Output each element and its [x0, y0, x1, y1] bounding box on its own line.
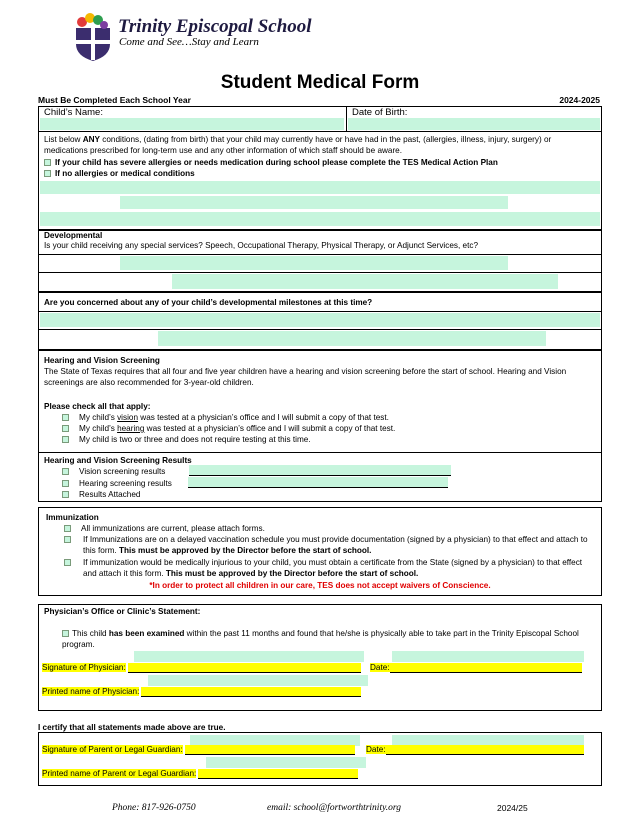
physician-heading: Physician’s Office or Clinic’s Statement:	[44, 607, 201, 616]
results-attached-option[interactable]: Results Attached	[62, 489, 140, 500]
school-year: 2024-2025	[559, 95, 600, 105]
delayed-schedule-checkbox[interactable]	[64, 536, 71, 543]
milestones-line-1[interactable]	[40, 313, 600, 327]
hearing-tested-checkbox[interactable]	[62, 425, 69, 432]
child-name-label: Child’s Name:	[44, 107, 103, 118]
milestones-question: Are you concerned about any of your child’s developmental milestones at this time?	[44, 298, 373, 307]
examined-checkbox[interactable]	[62, 630, 69, 637]
form-title: Student Medical Form	[220, 72, 420, 93]
vision-results-option[interactable]: Vision screening results	[62, 466, 165, 477]
waiver-notice: *In order to protect all children in our care, TES does not accept waivers of Conscience.	[149, 581, 491, 590]
vision-tested-option[interactable]: My child’s vision was tested at a physician’s office and I will submit a copy of that test.	[62, 412, 389, 423]
physician-date-field[interactable]	[390, 663, 582, 673]
no-testing-option[interactable]: My child is two or three and does not require testing at this time.	[62, 434, 311, 445]
physician-printed-row	[42, 686, 361, 697]
immunization-heading: Immunization	[46, 513, 99, 522]
must-complete-note: Must Be Completed Each School Year	[38, 95, 191, 105]
vision-results-checkbox[interactable]	[62, 468, 69, 475]
severe-allergies-option[interactable]: If your child has severe allergies or needs medication during school please complete the TES Medical Action Plan	[44, 157, 498, 168]
no-testing-checkbox[interactable]	[62, 436, 69, 443]
parent-printed-row	[42, 768, 358, 779]
hearing-vision-text: The State of Texas requires that all four and five year children have a hearing and vision screening before the start of school. Hearing and Vision screenings are also recommended for 3-year-old children.	[44, 367, 567, 388]
parent-date-field[interactable]	[386, 745, 584, 755]
physician-printed-label: Printed name of Physician:	[42, 687, 140, 696]
special-services-question: Is your child receiving any special services? Speech, Occupational Therapy, Physical Therapy, or Adjunct Services, etc?	[44, 241, 478, 250]
medically-injurious-option[interactable]: If immunization would be medically injurious to your child, you must obtain a certificate from the State (signed by a physician) to that effect and attach it this form. This must be approved by the Director before the start of school.	[64, 557, 596, 579]
shield-logo-icon	[74, 12, 112, 62]
parent-signature-field[interactable]	[185, 745, 355, 755]
immunizations-current-checkbox[interactable]	[64, 525, 71, 532]
results-heading: Hearing and Vision Screening Results	[44, 456, 192, 465]
parent-printed-label: Printed name of Parent or Legal Guardian:	[42, 769, 197, 778]
conditions-line-1[interactable]	[40, 181, 600, 194]
school-tagline: Come and See…Stay and Learn	[119, 36, 259, 48]
hearing-results-option[interactable]: Hearing screening results	[62, 478, 172, 489]
parent-signature-row	[42, 744, 355, 755]
footer-email: email: school@fortworthtrinity.org	[267, 803, 402, 813]
severe-allergies-checkbox[interactable]	[44, 159, 51, 166]
child-name-field[interactable]	[40, 118, 344, 130]
dob-field[interactable]	[348, 118, 600, 130]
physician-date-row	[370, 662, 582, 673]
hearing-results-checkbox[interactable]	[62, 480, 69, 487]
footer-phone: Phone: 817-926-0750	[112, 803, 196, 813]
results-attached-checkbox[interactable]	[62, 491, 69, 498]
examined-statement[interactable]: This child has been examined within the past 11 months and found that he/she is physically able to take part in the Trinity Episcopal School program.	[62, 629, 579, 650]
physician-signature-row	[42, 662, 361, 673]
immunizations-current-option[interactable]: All immunizations are current, please attach forms.	[64, 523, 265, 534]
school-logo	[74, 12, 112, 62]
parent-date-row	[366, 744, 584, 755]
footer-year: 2024/25	[497, 803, 528, 813]
parent-signature-label: Signature of Parent or Legal Guardian:	[42, 745, 183, 754]
physician-signature-label: Signature of Physician:	[42, 663, 126, 672]
special-services-line-1[interactable]	[120, 256, 508, 270]
parent-printed-field[interactable]	[198, 769, 358, 779]
vision-tested-checkbox[interactable]	[62, 414, 69, 421]
hearing-vision-heading: Hearing and Vision Screening	[44, 356, 160, 365]
milestones-line-2[interactable]	[158, 331, 546, 346]
vision-results-field[interactable]	[189, 465, 451, 476]
physician-date-label: Date:	[370, 663, 390, 672]
hearing-tested-option[interactable]: My child’s hearing was tested at a physician’s office and I will submit a copy of that test.	[62, 423, 395, 434]
physician-printed-field[interactable]	[141, 687, 361, 697]
conditions-line-3[interactable]	[40, 212, 600, 226]
school-name: Trinity Episcopal School	[118, 16, 312, 37]
delayed-schedule-option[interactable]: If Immunizations are on a delayed vaccination schedule you must provide documentation (signed by a physician) to that effect and attach to this form. This must be approved by the Director before the start of school.	[64, 534, 596, 556]
check-all-label: Please check all that apply:	[44, 402, 151, 411]
certify-statement: I certify that all statements made above are true.	[38, 723, 226, 732]
conditions-line-2[interactable]	[120, 196, 508, 209]
no-conditions-option[interactable]: If no allergies or medical conditions	[44, 168, 195, 179]
hearing-results-field[interactable]	[188, 477, 448, 488]
developmental-heading: Developmental	[44, 231, 103, 240]
no-conditions-checkbox[interactable]	[44, 170, 51, 177]
parent-date-label: Date:	[366, 745, 386, 754]
physician-signature-field[interactable]	[128, 663, 361, 673]
medically-injurious-checkbox[interactable]	[64, 559, 71, 566]
special-services-line-2[interactable]	[172, 274, 558, 289]
dob-label: Date of Birth:	[352, 107, 408, 118]
conditions-intro: List below ANY conditions, (dating from birth) that your child may currently have or have had in the past, (allergies, illness, injury, surgery) or medications prescribed for long-term use and any other information of which staff should be aware.	[44, 135, 552, 156]
